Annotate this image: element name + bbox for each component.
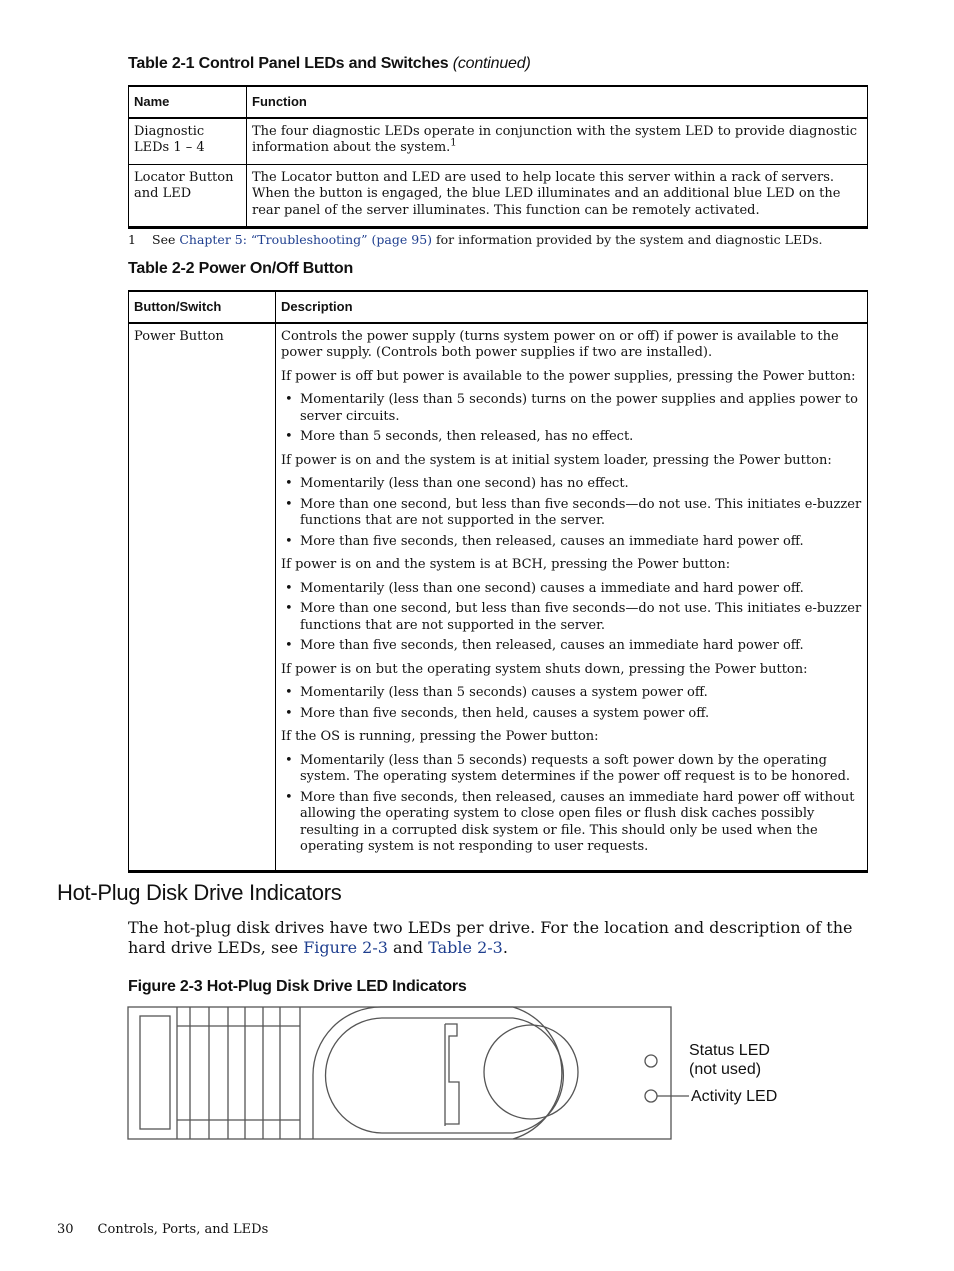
table-2-1-caption-title: Table 2-1 Control Panel LEDs and Switches (128, 55, 449, 72)
list-item: • Momentarily (less than one second) has no effect. (281, 476, 862, 493)
latch-notch (445, 1024, 459, 1126)
footnote-ref: 1 (450, 137, 457, 149)
list-item: • More than five seconds, then released, causes an immediate hard power off. (281, 534, 862, 551)
list-item: • More than five seconds, then released, causes an immediate hard power off. (281, 638, 862, 655)
table-footnote (128, 232, 823, 247)
section-lead: If power is off but power is available to the power supplies, pressing the Power button: (281, 368, 856, 384)
footnote-prefix: See (152, 232, 176, 247)
figure-2-3-link[interactable]: Figure 2-3 (303, 938, 388, 957)
status-led (645, 1055, 657, 1067)
table-2-2-caption: Table 2-2 Power On/Off Button (128, 260, 354, 277)
section-lead: If power is on and the system is at initial system loader, pressing the Power button: (281, 452, 832, 468)
footer-chapter-title: Controls, Ports, and LEDs (97, 1222, 269, 1237)
column-header-button-switch: Button/Switch (129, 291, 276, 323)
table-row (129, 164, 868, 228)
bullet-list (281, 476, 862, 550)
list-item: • Momentarily (less than one second) causes a immediate and hard power off. (281, 581, 862, 598)
table-row (129, 323, 868, 872)
section-lead: If power is on and the system is at BCH, pressing the Power button: (281, 557, 731, 572)
paragraph-end: . (502, 938, 508, 957)
list-item: • More than one second, but less than five seconds—do not use. This initiates e-buzzer functions that are not supported in the server. (281, 497, 862, 530)
cell-function (247, 118, 868, 165)
cell-description (276, 323, 868, 872)
paragraph-text: The hot-plug disk drives have two LEDs per drive. For the location and description of the hard drive LEDs, see (128, 918, 853, 957)
section-lead: If the OS is running, pressing the Power button: (281, 729, 599, 744)
table-header-row (129, 86, 868, 118)
bullet-list (281, 392, 862, 446)
status-led-label: Status LED (689, 1042, 770, 1059)
paragraph-and: and (393, 938, 424, 957)
table-2-1 (128, 85, 868, 229)
bullet-list (281, 581, 862, 655)
section-lead: If power is on but the operating system shuts down, pressing the Power button: (281, 661, 808, 677)
footnote-number: 1 (128, 232, 136, 247)
column-header-name: Name (129, 86, 247, 118)
list-item: • Momentarily (less than 5 seconds) requests a soft power down by the operating system. The operating system determines if the power off request is to be honored. (281, 753, 862, 786)
bullet-list (281, 685, 862, 722)
table-2-1-caption (128, 55, 531, 73)
list-item: • More than five seconds, then released, causes an immediate hard power off without allowing the operating system to close open files or flush disk caches possibly resulting in a corrupted disk system or file. This should only be used when the operating system is not responding to user requests. (281, 790, 862, 856)
figure-caption: Figure 2-3 Hot-Plug Disk Drive LED Indicators (128, 978, 467, 995)
list-item: • More than five seconds, then held, causes a system power off. (281, 706, 862, 723)
disk-drive-diagram (127, 1006, 787, 1146)
section-heading: Hot-Plug Disk Drive Indicators (57, 880, 342, 905)
column-header-description: Description (276, 291, 868, 323)
table-2-3-link[interactable]: Table 2-3 (428, 938, 503, 957)
vent-slats (177, 1007, 300, 1139)
troubleshooting-chapter-link[interactable]: Chapter 5: “Troubleshooting” (page 95) (179, 232, 433, 247)
page-footer (57, 1222, 268, 1237)
list-item: • More than one second, but less than five seconds—do not use. This initiates e-buzzer functions that are not supported in the server. (281, 601, 862, 634)
description-intro: Controls the power supply (turns system power on or off) if power is available to the power supply. (Controls both power supplies if two are installed). (281, 328, 839, 360)
table-2-2 (128, 290, 868, 873)
cell-name: Locator Button and LED (129, 164, 247, 228)
footnote-suffix: for information provided by the system and diagnostic LEDs. (436, 232, 823, 247)
section-paragraph (128, 918, 870, 958)
cell-name: Diagnostic LEDs 1 – 4 (129, 118, 247, 165)
bullet-list (281, 753, 862, 856)
column-header-function: Function (247, 86, 868, 118)
activity-led-label: Activity LED (691, 1088, 778, 1105)
list-item: • More than 5 seconds, then released, has no effect. (281, 429, 862, 446)
cell-function: The Locator button and LED are used to help locate this server within a rack of servers. When the button is engaged, the blue LED illuminates and an additional blue LED on the rear panel of the server illuminates. This function can be remotely activated. (247, 164, 868, 228)
cell-button-name: Power Button (129, 323, 276, 872)
activity-led (645, 1090, 657, 1102)
list-item: • Momentarily (less than 5 seconds) causes a system power off. (281, 685, 862, 702)
table-2-1-caption-continued: (continued) (452, 55, 531, 72)
cell-function-text: The four diagnostic LEDs operate in conjunction with the system LED to provide diagnostic information about the system. (252, 123, 858, 155)
table-row (129, 118, 868, 165)
table-header-row (129, 291, 868, 323)
status-led-note: (not used) (689, 1061, 762, 1078)
list-item: • Momentarily (less than 5 seconds) turns on the power supplies and applies power to server circuits. (281, 392, 862, 425)
drive-handle-tab (140, 1016, 170, 1129)
page-number: 30 (57, 1222, 74, 1237)
